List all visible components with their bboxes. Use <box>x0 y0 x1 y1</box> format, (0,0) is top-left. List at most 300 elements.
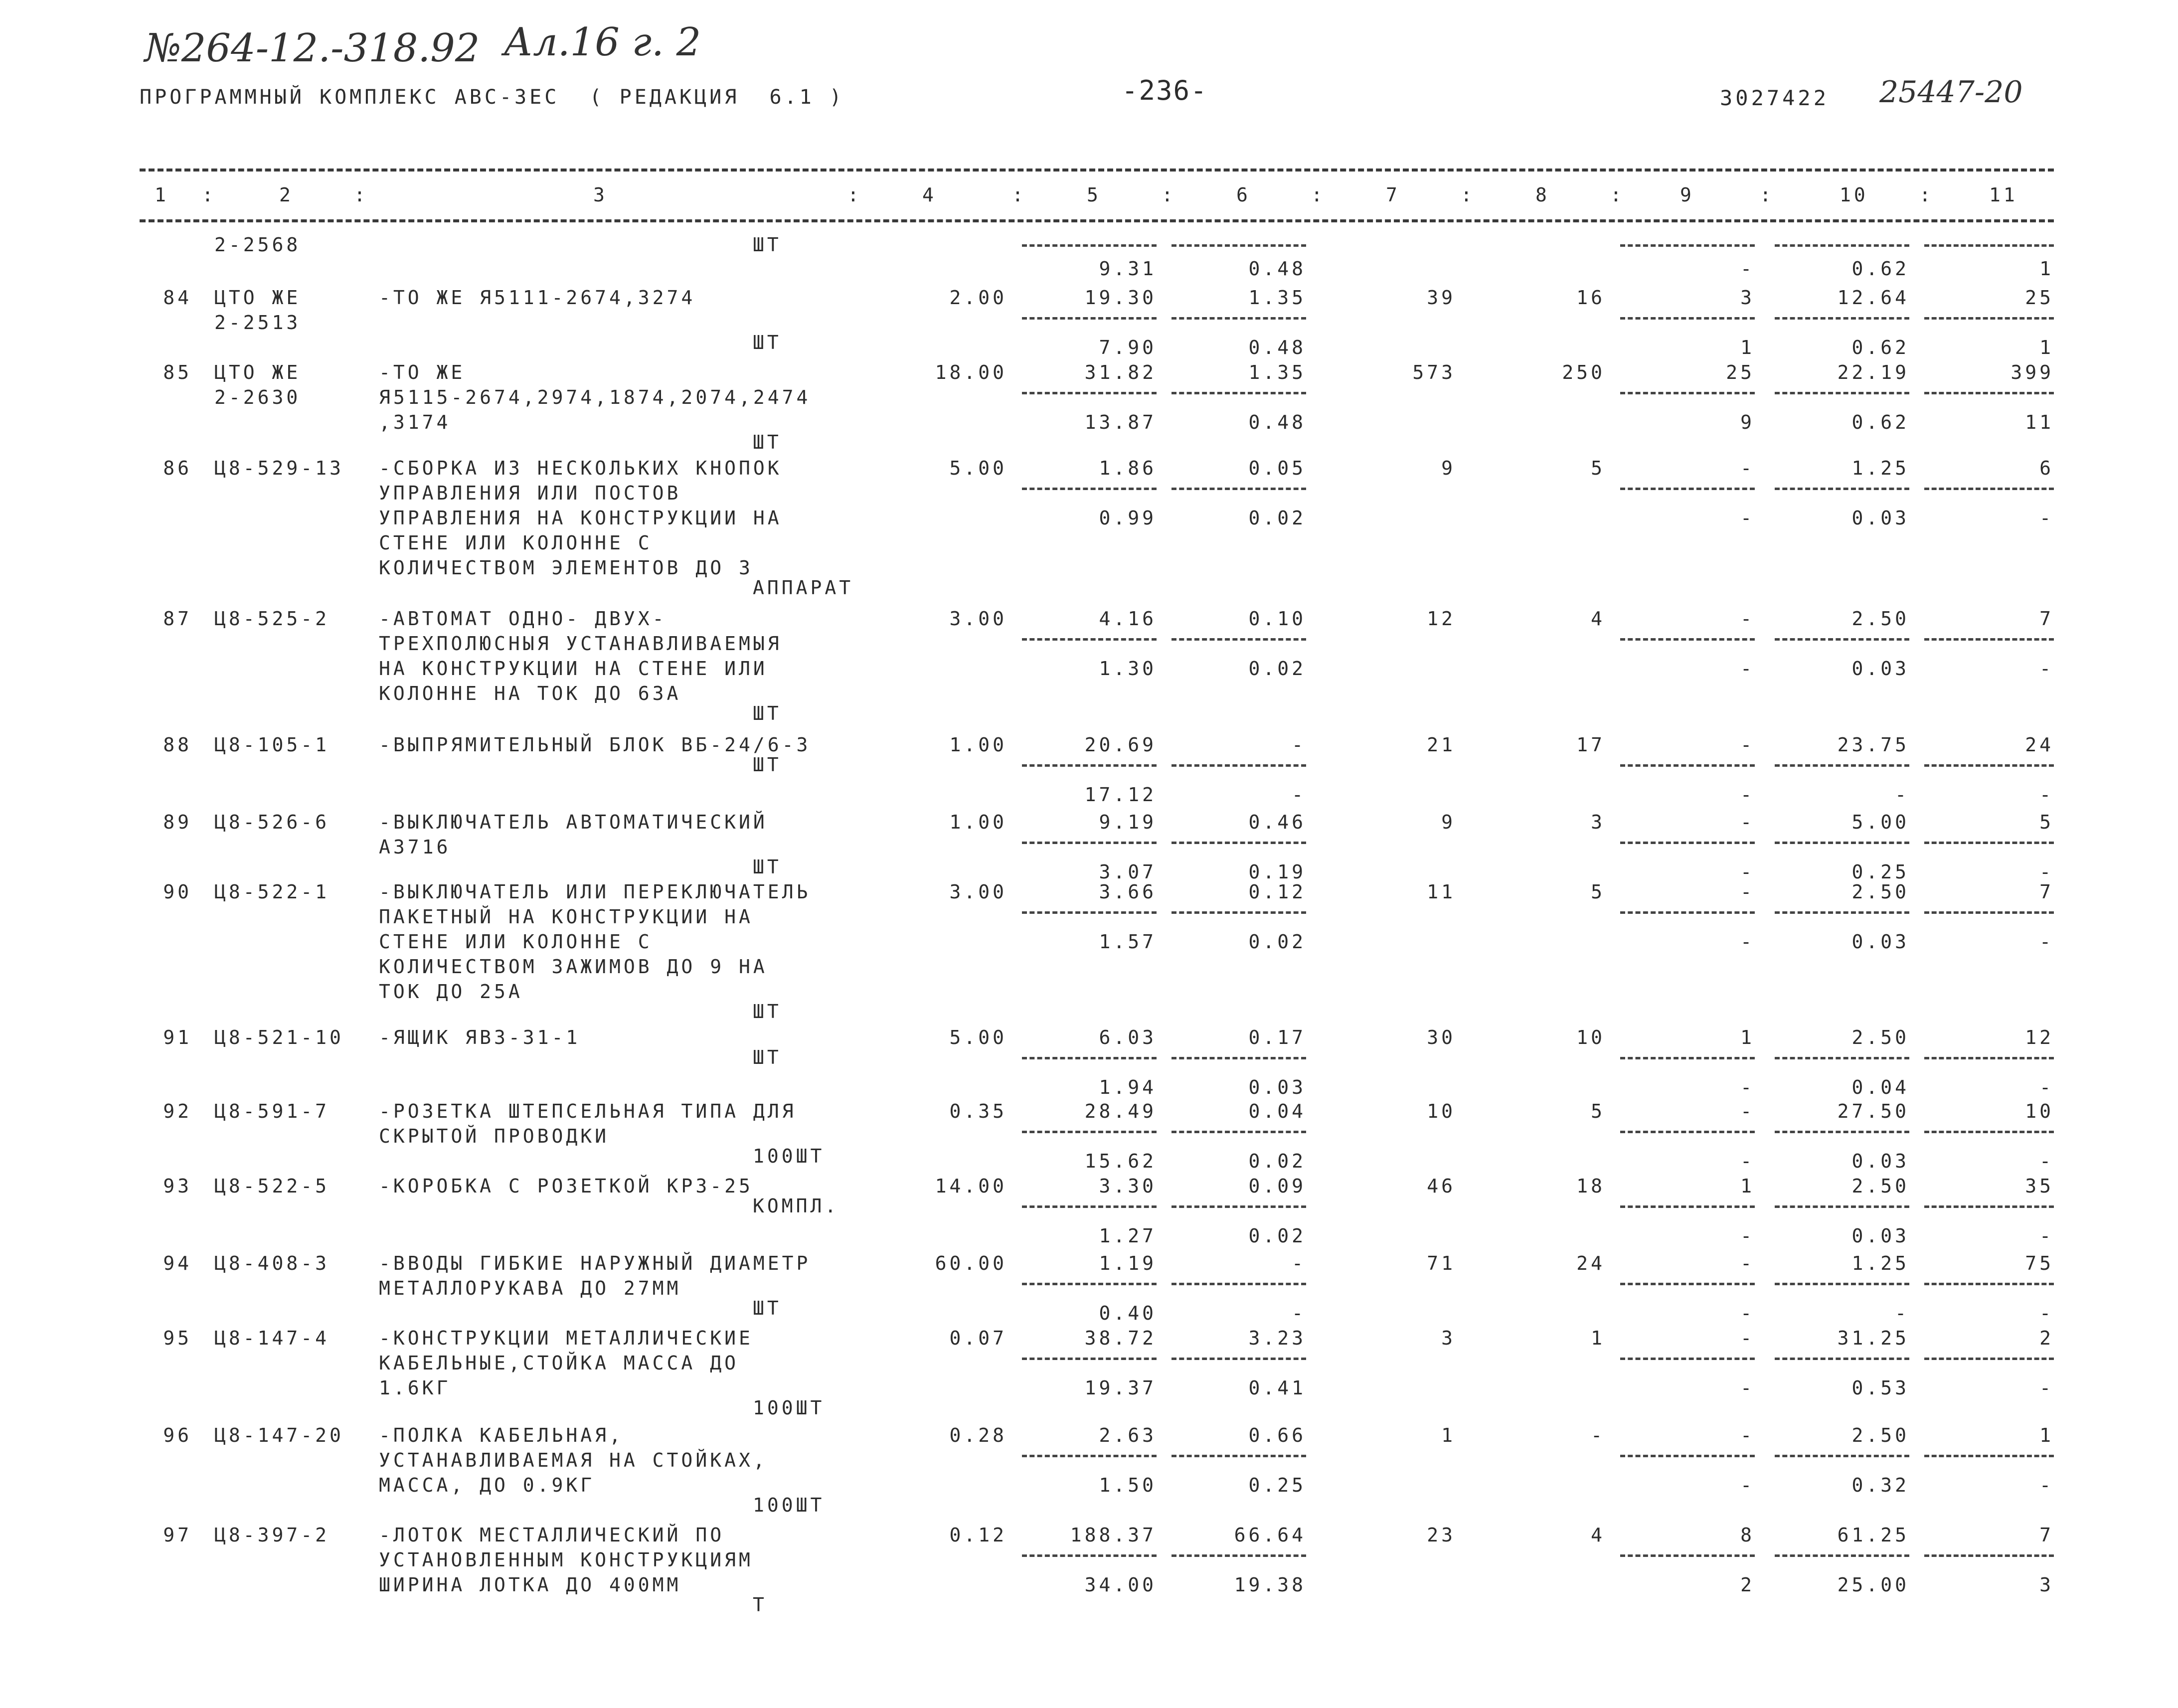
col8-value: 5 <box>1591 457 1605 479</box>
col11-value: 7 <box>2039 608 2054 630</box>
item-unit: ШТ <box>753 431 782 453</box>
item-code-secondary: 2-2513 <box>214 312 301 334</box>
col9-secondary: 9 <box>1740 411 1755 433</box>
col10-value: 61.25 <box>1837 1524 1909 1546</box>
col5-value: 4.16 <box>1099 608 1157 630</box>
subtotal-divider <box>1022 1131 1157 1133</box>
col10-secondary: 0.03 <box>1851 1225 1909 1247</box>
item-description: -КОНСТРУКЦИИ МЕТАЛЛИЧЕСКИЕ <box>379 1327 753 1349</box>
subtotal-divider <box>1775 911 1909 914</box>
column-header-11: 11 <box>1989 184 2018 206</box>
item-description: -АВТОМАТ ОДНО- ДВУХ- <box>379 608 667 630</box>
item-number: 93 <box>163 1175 192 1197</box>
col11-value: 35 <box>2025 1175 2054 1197</box>
column-header-1: 1 <box>155 184 169 206</box>
item-description: КОЛИЧЕСТВОМ ЗАЖИМОВ ДО 9 НА <box>379 956 768 978</box>
column-header-7: 7 <box>1386 184 1400 206</box>
item-code: Ц8-526-6 <box>214 811 330 833</box>
col8-value: 1 <box>1591 1327 1605 1349</box>
col6-value: 3.23 <box>1248 1327 1306 1349</box>
item-description: -ЛОТОК МЕСТАЛЛИЧЕСКИЙ ПО <box>379 1524 725 1546</box>
subtotal-divider <box>1620 911 1755 914</box>
col10-secondary: 0.62 <box>1851 337 1909 358</box>
item-description: 1.6КГ <box>379 1377 451 1399</box>
col4-value: 14.00 <box>935 1175 1007 1197</box>
col4-value: 0.28 <box>949 1424 1007 1446</box>
page-number: -236- <box>1122 75 1208 106</box>
col9-secondary: - <box>1740 1076 1755 1098</box>
col5-secondary: 19.37 <box>1084 1377 1157 1399</box>
col5-secondary: 0.99 <box>1099 507 1157 529</box>
col11-value: 6 <box>2039 457 2054 479</box>
col9-value: 8 <box>1740 1524 1755 1546</box>
item-code: Ц8-525-2 <box>214 608 330 630</box>
col8-value: 3 <box>1591 811 1605 833</box>
col6-secondary: 19.38 <box>1234 1574 1306 1596</box>
col8-value: 16 <box>1576 287 1605 309</box>
subtotal-divider <box>1924 764 2054 767</box>
col10-secondary: 0.03 <box>1851 658 1909 680</box>
col10-secondary: 0.03 <box>1851 931 1909 953</box>
subtotal-divider <box>1620 638 1755 641</box>
subtotal-divider <box>1022 1057 1157 1059</box>
col6-value: 1.35 <box>1248 361 1306 383</box>
item-description: А3716 <box>379 836 451 858</box>
col7-value: 30 <box>1427 1026 1456 1048</box>
col6-secondary: - <box>1292 784 1306 806</box>
col6-value: 0.05 <box>1248 457 1306 479</box>
item-description: ТРЕХПОЛЮСНЫЯ УСТАНАВЛИВАЕМЫЯ <box>379 633 782 655</box>
col6-value: 0.10 <box>1248 608 1306 630</box>
item-unit: ШТ <box>753 1001 782 1023</box>
col7-value: 23 <box>1427 1524 1456 1546</box>
item-code: Ц8-105-1 <box>214 734 330 756</box>
subtotal-divider <box>1172 1131 1306 1133</box>
subtotal-divider <box>1172 911 1306 914</box>
col5-secondary: 15.62 <box>1084 1150 1157 1172</box>
subtotal-divider <box>1620 1554 1755 1557</box>
col4-value: 5.00 <box>949 1026 1007 1048</box>
subtotal-divider <box>1924 1554 2054 1557</box>
col11-secondary: 1 <box>2039 258 2054 280</box>
col11-secondary: 11 <box>2025 411 2054 433</box>
col5-secondary: 1.94 <box>1099 1076 1157 1098</box>
col10-value: 2.50 <box>1851 1175 1909 1197</box>
subtotal-divider <box>1775 317 1909 320</box>
item-code: Ц8-591-7 <box>214 1100 330 1122</box>
col11-value: 24 <box>2025 734 2054 756</box>
col11-secondary: - <box>2039 931 2054 953</box>
subtotal-divider <box>1172 392 1306 394</box>
subtotal-divider <box>1172 488 1306 490</box>
col11-secondary: - <box>2039 1225 2054 1247</box>
column-separator: : <box>1162 184 1176 206</box>
subtotal-divider <box>1172 1455 1306 1457</box>
col11-value: 7 <box>2039 1524 2054 1546</box>
item-description: МАССА, ДО 0.9КГ <box>379 1474 595 1496</box>
col8-value: - <box>1591 1424 1605 1446</box>
col8-value: 4 <box>1591 1524 1605 1546</box>
col5-value: 20.69 <box>1084 734 1157 756</box>
col9-secondary: - <box>1740 1150 1755 1172</box>
column-separator: : <box>1461 184 1475 206</box>
col5-value: 6.03 <box>1099 1026 1157 1048</box>
col5-value: 188.37 <box>1070 1524 1157 1546</box>
item-description: -ВЫКЛЮЧАТЕЛЬ ИЛИ ПЕРЕКЛЮЧАТЕЛЬ <box>379 881 811 903</box>
subtotal-divider <box>1022 764 1157 767</box>
col9-value: - <box>1740 457 1755 479</box>
col6-secondary: 0.41 <box>1248 1377 1306 1399</box>
col10-secondary: 0.53 <box>1851 1377 1909 1399</box>
col10-value: 5.00 <box>1851 811 1909 833</box>
col10-value: 2.50 <box>1851 1026 1909 1048</box>
col5-value: 9.19 <box>1099 811 1157 833</box>
col9-value: 25 <box>1726 361 1755 383</box>
col10-secondary: 0.04 <box>1851 1076 1909 1098</box>
item-unit: ШТ <box>753 856 782 878</box>
item-description: ШИРИНА ЛОТКА ДО 400ММ <box>379 1574 681 1596</box>
col4-value: 0.35 <box>949 1100 1007 1122</box>
item-description: ТОК ДО 25А <box>379 981 523 1003</box>
col6-secondary: 0.02 <box>1248 507 1306 529</box>
col9-secondary: - <box>1740 658 1755 680</box>
subtotal-divider <box>1172 317 1306 320</box>
col6-value: 0.09 <box>1248 1175 1306 1197</box>
col4-value: 3.00 <box>949 881 1007 903</box>
item-code: Ц8-408-3 <box>214 1252 330 1274</box>
col11-secondary: - <box>2039 658 2054 680</box>
handwritten-album: Ал.16 г. 2 <box>503 20 701 65</box>
col10-value: 22.19 <box>1837 361 1909 383</box>
item-description: -ПОЛКА КАБЕЛЬНАЯ, <box>379 1424 624 1446</box>
col11-secondary: - <box>2039 1377 2054 1399</box>
subtotal-divider <box>1022 1554 1157 1557</box>
item-description: МЕТАЛЛОРУКАВА ДО 27ММ <box>379 1277 681 1299</box>
column-separator: : <box>847 184 862 206</box>
subtotal-divider <box>1022 317 1157 320</box>
subtotal-divider <box>1620 1057 1755 1059</box>
col6-value: 0.12 <box>1248 881 1306 903</box>
col4-value: 1.00 <box>949 811 1007 833</box>
subtotal-divider <box>1172 244 1306 247</box>
item-number: 96 <box>163 1424 192 1446</box>
col6-secondary: 0.19 <box>1248 861 1306 883</box>
col6-value: 0.66 <box>1248 1424 1306 1446</box>
item-description: НА КОНСТРУКЦИИ НА СТЕНЕ ИЛИ <box>379 658 768 680</box>
col5-secondary: 7.90 <box>1099 337 1157 358</box>
col6-secondary: 0.02 <box>1248 1150 1306 1172</box>
col6-secondary: 0.48 <box>1248 258 1306 280</box>
col5-secondary: 34.00 <box>1084 1574 1157 1596</box>
col10-secondary: 0.03 <box>1851 1150 1909 1172</box>
col6-secondary: 0.48 <box>1248 337 1306 358</box>
subtotal-divider <box>1172 638 1306 641</box>
col4-value: 2.00 <box>949 287 1007 309</box>
item-unit: 100ШТ <box>753 1397 825 1419</box>
item-description: -КОРОБКА С РОЗЕТКОЙ КРЗ-25 <box>379 1175 753 1197</box>
subtotal-divider <box>1022 842 1157 844</box>
item-description: -ТО ЖЕ <box>379 361 466 383</box>
subtotal-divider <box>1022 1358 1157 1360</box>
item-description: -РОЗЕТКА ШТЕПСЕЛЬНАЯ ТИПА ДЛЯ <box>379 1100 797 1122</box>
col11-secondary: - <box>2039 1150 2054 1172</box>
item-number: 86 <box>163 457 192 479</box>
item-unit: АППАРАТ <box>753 577 854 599</box>
col8-value: 5 <box>1591 1100 1605 1122</box>
item-description: КАБЕЛЬНЫЕ,СТОЙКА МАССА ДО <box>379 1352 739 1374</box>
col5-secondary: 1.57 <box>1099 931 1157 953</box>
col6-value: 0.04 <box>1248 1100 1306 1122</box>
item-unit: ШТ <box>753 1046 782 1068</box>
col5-secondary: 17.12 <box>1084 784 1157 806</box>
col9-value: - <box>1740 811 1755 833</box>
col7-value: 1 <box>1441 1424 1456 1446</box>
item-number: 91 <box>163 1026 192 1048</box>
item-number: 94 <box>163 1252 192 1274</box>
item-code: Ц8-147-4 <box>214 1327 330 1349</box>
col7-value: 46 <box>1427 1175 1456 1197</box>
subtotal-divider <box>1924 911 2054 914</box>
col10-secondary: 0.32 <box>1851 1474 1909 1496</box>
col7-value: 573 <box>1412 361 1456 383</box>
col5-secondary: 1.50 <box>1099 1474 1157 1496</box>
handwritten-doc-number: №264-12.-318.92 <box>145 26 480 71</box>
col10-value: 2.50 <box>1851 881 1909 903</box>
col11-value: 25 <box>2025 287 2054 309</box>
col7-value: 3 <box>1441 1327 1456 1349</box>
subtotal-divider <box>1924 488 2054 490</box>
col7-value: 9 <box>1441 457 1456 479</box>
col4-value: 0.12 <box>949 1524 1007 1546</box>
column-separator: : <box>202 184 216 206</box>
col10-value: 23.75 <box>1837 734 1909 756</box>
subtotal-divider <box>1172 1205 1306 1208</box>
col7-value: 9 <box>1441 811 1456 833</box>
item-unit: ШТ <box>753 702 782 724</box>
col9-value: - <box>1740 881 1755 903</box>
col10-secondary: - <box>1895 1302 1909 1324</box>
item-number: 88 <box>163 734 192 756</box>
col6-value: - <box>1292 734 1306 756</box>
col9-secondary: - <box>1740 931 1755 953</box>
document-id: 3027422 <box>1720 86 1830 110</box>
col11-value: 7 <box>2039 881 2054 903</box>
subtotal-divider <box>1775 488 1909 490</box>
subtotal-divider <box>1620 244 1755 247</box>
subtotal-divider <box>1620 1455 1755 1457</box>
col5-value: 38.72 <box>1084 1327 1157 1349</box>
item-description: СТЕНЕ ИЛИ КОЛОННЕ С <box>379 931 653 953</box>
subtotal-divider <box>1172 842 1306 844</box>
item-description: -ТО ЖЕ Я5111-2674,3274 <box>379 287 696 309</box>
item-description: -СБОРКА ИЗ НЕСКОЛЬКИХ КНОПОК <box>379 457 782 479</box>
col6-secondary: 0.02 <box>1248 931 1306 953</box>
col11-value: 2 <box>2039 1327 2054 1349</box>
subtotal-divider <box>1022 638 1157 641</box>
col11-secondary: - <box>2039 1474 2054 1496</box>
item-description: -ЯЩИК ЯВЗ-31-1 <box>379 1026 581 1048</box>
item-unit: ШТ <box>753 332 782 353</box>
column-header-3: 3 <box>593 184 608 206</box>
item-unit: ШТ <box>753 754 782 776</box>
col7-value: 71 <box>1427 1252 1456 1274</box>
col8-value: 5 <box>1591 881 1605 903</box>
item-description: УСТАНАВЛИВАЕМАЯ НА СТОЙКАХ, <box>379 1449 768 1471</box>
col11-secondary: - <box>2039 784 2054 806</box>
item-description: ,3174 <box>379 411 451 433</box>
item-unit: КОМПЛ. <box>753 1195 839 1217</box>
subtotal-divider <box>1775 638 1909 641</box>
item-unit: Т <box>753 1594 767 1616</box>
col10-value: 2.50 <box>1851 608 1909 630</box>
subtotal-divider <box>1775 842 1909 844</box>
subtotal-divider <box>1022 1283 1157 1285</box>
item-code: Ц8-147-20 <box>214 1424 344 1446</box>
col9-value: - <box>1740 608 1755 630</box>
col9-secondary: - <box>1740 1474 1755 1496</box>
subtotal-divider <box>1620 1205 1755 1208</box>
item-description: УСТАНОВЛЕННЫМ КОНСТРУКЦИЯМ <box>379 1549 753 1571</box>
col5-secondary: 3.07 <box>1099 861 1157 883</box>
col6-secondary: 0.48 <box>1248 411 1306 433</box>
col6-secondary: 0.02 <box>1248 1225 1306 1247</box>
col6-secondary: 0.02 <box>1248 658 1306 680</box>
subtotal-divider <box>1022 392 1157 394</box>
col10-value: 31.25 <box>1837 1327 1909 1349</box>
item-unit: ШТ <box>753 1297 782 1319</box>
col9-secondary: - <box>1740 1302 1755 1324</box>
column-separator: : <box>1311 184 1326 206</box>
subtotal-divider <box>1172 764 1306 767</box>
subtotal-divider <box>1172 1358 1306 1360</box>
subtotal-divider <box>1775 1131 1909 1133</box>
col5-value: 1.19 <box>1099 1252 1157 1274</box>
col9-value: 1 <box>1740 1175 1755 1197</box>
subtotal-divider <box>1620 1131 1755 1133</box>
col9-value: - <box>1740 1100 1755 1122</box>
column-separator: : <box>1610 184 1625 206</box>
col8-value: 24 <box>1576 1252 1605 1274</box>
col8-value: 17 <box>1576 734 1605 756</box>
subtotal-divider <box>1775 1358 1909 1360</box>
col11-secondary: - <box>2039 507 2054 529</box>
item-number: 95 <box>163 1327 192 1349</box>
item-description: УПРАВЛЕНИЯ НА КОНСТРУКЦИИ НА <box>379 507 782 529</box>
col11-secondary: 1 <box>2039 337 2054 358</box>
subtotal-divider <box>1924 1057 2054 1059</box>
col11-value: 1 <box>2039 1424 2054 1446</box>
col10-secondary: - <box>1895 784 1909 806</box>
col5-secondary: 9.31 <box>1099 258 1157 280</box>
col5-value: 1.86 <box>1099 457 1157 479</box>
item-description: СТЕНЕ ИЛИ КОЛОННЕ С <box>379 532 653 554</box>
handwritten-code: 25447-20 <box>1879 75 2023 110</box>
col10-secondary: 25.00 <box>1837 1574 1909 1596</box>
subtotal-divider <box>1172 1554 1306 1557</box>
col8-value: 18 <box>1576 1175 1605 1197</box>
col6-secondary: 0.25 <box>1248 1474 1306 1496</box>
column-separator: : <box>1760 184 1774 206</box>
col10-value: 2.50 <box>1851 1424 1909 1446</box>
item-description: УПРАВЛЕНИЯ ИЛИ ПОСТОВ <box>379 482 681 504</box>
item-unit: ШТ <box>753 234 782 256</box>
col4-value: 18.00 <box>935 361 1007 383</box>
item-number: 89 <box>163 811 192 833</box>
col9-value: - <box>1740 1424 1755 1446</box>
col5-value: 31.82 <box>1084 361 1157 383</box>
subtotal-divider <box>1924 1131 2054 1133</box>
item-code: ЦТО ЖЕ <box>214 287 301 309</box>
col11-secondary: - <box>2039 1076 2054 1098</box>
item-description: СКРЫТОЙ ПРОВОДКИ <box>379 1125 610 1147</box>
col5-value: 2.63 <box>1099 1424 1157 1446</box>
program-header: ПРОГРАММНЫЙ КОМПЛЕКС АВС-ЗЕС ( РЕДАКЦИЯ 6.1 ) <box>140 86 844 109</box>
col9-value: 1 <box>1740 1026 1755 1048</box>
col5-secondary: 0.40 <box>1099 1302 1157 1324</box>
item-number: 85 <box>163 361 192 383</box>
subtotal-divider <box>1775 1205 1909 1208</box>
subtotal-divider <box>1924 392 2054 394</box>
col10-secondary: 0.62 <box>1851 258 1909 280</box>
column-header-10: 10 <box>1840 184 1868 206</box>
col11-value: 399 <box>2010 361 2054 383</box>
subtotal-divider <box>1924 317 2054 320</box>
subtotal-divider <box>1924 842 2054 844</box>
col10-secondary: 0.03 <box>1851 507 1909 529</box>
col9-secondary: - <box>1740 507 1755 529</box>
item-number: 84 <box>163 287 192 309</box>
col5-secondary: 1.30 <box>1099 658 1157 680</box>
item-unit: 100ШТ <box>753 1494 825 1516</box>
column-header-4: 4 <box>922 184 937 206</box>
subtotal-divider <box>1775 1455 1909 1457</box>
col9-value: - <box>1740 1327 1755 1349</box>
col7-value: 12 <box>1427 608 1456 630</box>
col9-value: - <box>1740 734 1755 756</box>
col10-secondary: 0.25 <box>1851 861 1909 883</box>
col9-secondary: 1 <box>1740 337 1755 358</box>
col5-value: 3.66 <box>1099 881 1157 903</box>
col9-secondary: - <box>1740 1225 1755 1247</box>
col5-secondary: 13.87 <box>1084 411 1157 433</box>
col9-value: - <box>1740 1252 1755 1274</box>
subtotal-divider <box>1620 392 1755 394</box>
col6-value: - <box>1292 1252 1306 1274</box>
subtotal-divider <box>1620 842 1755 844</box>
item-number: 90 <box>163 881 192 903</box>
item-description: Я5115-2674,2974,1874,2074,2474 <box>379 386 811 408</box>
col9-secondary: - <box>1740 784 1755 806</box>
col4-value: 0.07 <box>949 1327 1007 1349</box>
col6-value: 1.35 <box>1248 287 1306 309</box>
col8-value: 250 <box>1562 361 1605 383</box>
subtotal-divider <box>1022 1455 1157 1457</box>
col11-value: 75 <box>2025 1252 2054 1274</box>
item-description: КОЛОННЕ НА ТОК ДО 63А <box>379 683 681 704</box>
subtotal-divider <box>1775 1283 1909 1285</box>
item-code: Ц8-397-2 <box>214 1524 330 1546</box>
col7-value: 39 <box>1427 287 1456 309</box>
col6-secondary: 0.03 <box>1248 1076 1306 1098</box>
col11-secondary: 3 <box>2039 1574 2054 1596</box>
column-separator: : <box>354 184 368 206</box>
col5-value: 28.49 <box>1084 1100 1157 1122</box>
subtotal-divider <box>1775 1554 1909 1557</box>
subtotal-divider <box>1775 244 1909 247</box>
subtotal-divider <box>1022 244 1157 247</box>
col7-value: 21 <box>1427 734 1456 756</box>
item-code-secondary: 2-2630 <box>214 386 301 408</box>
